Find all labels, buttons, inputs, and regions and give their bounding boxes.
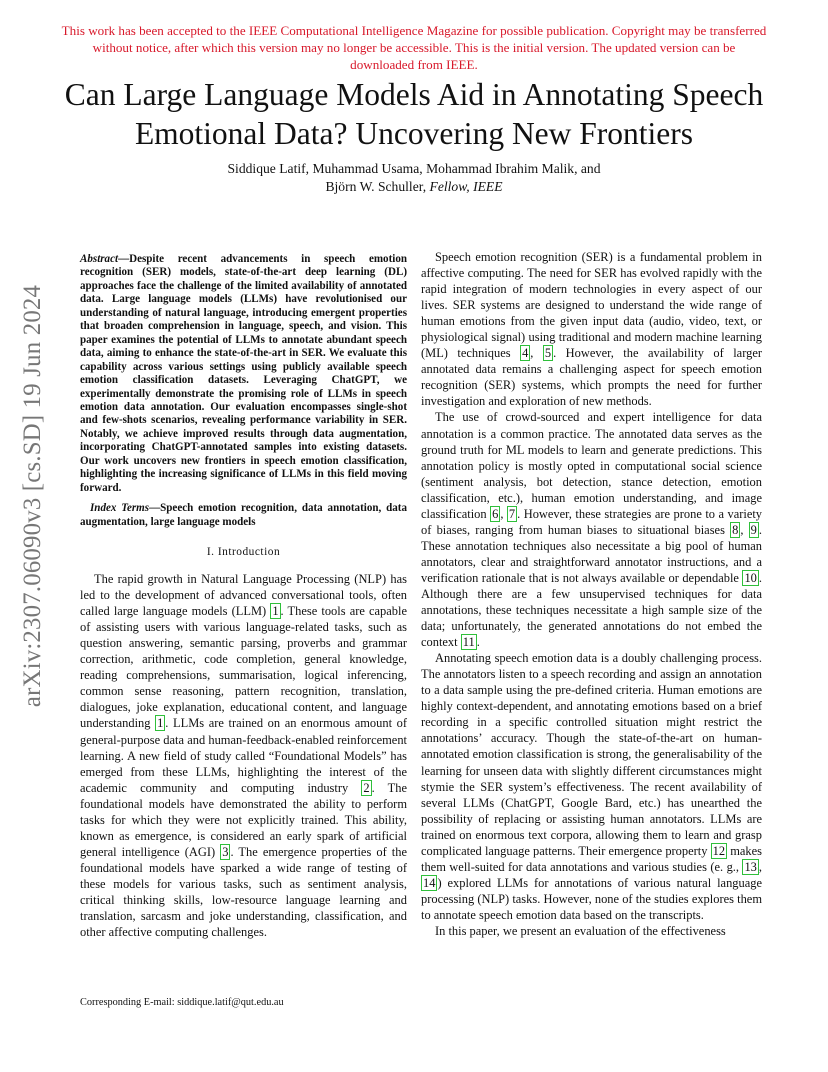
abstract-label: Abstract: [80, 253, 119, 265]
authors-line-1: Siddique Latif, Muhammad Usama, Mohammad Ibrahim Malik, and: [227, 161, 601, 176]
text-run: . However, the availability of larger annotated data remains a challenging aspect for speech emotion recognition (SER) systems, which prompts the need for further investigation and exploration of new methods.: [421, 346, 762, 409]
section-heading-introduction: I. Introduction: [206, 546, 281, 559]
arxiv-identifier: arXiv:2307.06090v3 [cs.SD] 19 Jun 2024: [19, 284, 46, 708]
paper-title: Can Large Language Models Aid in Annotating Speech Emotional Data? Uncovering New Frontiers: [64, 77, 764, 151]
citation-link[interactable]: 14: [423, 875, 436, 890]
text-run: The rapid growth in Natural Language Processing (NLP) has led to the development of advanced conversational tools, often called large language models (LLM): [80, 572, 407, 619]
intro-paragraph-4: [421, 650, 762, 923]
index-terms-text: —Speech emotion recognition, data annotation, data augmentation, large language models: [80, 502, 407, 528]
index-terms: [80, 502, 407, 529]
citation-link[interactable]: 11: [462, 635, 475, 650]
citation-link[interactable]: 2: [363, 780, 370, 795]
citation-link[interactable]: 1: [157, 716, 164, 731]
intro-paragraph-1: [80, 571, 407, 940]
text-run: .: [476, 635, 480, 650]
text-run: The use of crowd-sourced and expert intelligence for data annotation is a common practice. The annotated data serves as the ground truth for ML models to learn and generate predictions. This annotation policy is mostly opted in computational social science (sentiment analysis, bot detection, stance detection, emotion classification, etc.), human emotion understanding, and image classification: [421, 410, 762, 521]
citation-link[interactable]: 10: [744, 570, 757, 585]
text-run: ,: [758, 859, 762, 874]
citation-link[interactable]: 6: [492, 506, 499, 521]
author-list: [60, 160, 768, 196]
corresponding-email: Corresponding E-mail: siddique.latif@qut.edu.au: [80, 997, 284, 1008]
intro-paragraph-5: In this paper, we present an evaluation of the effectiveness: [435, 923, 726, 938]
text-run: . The emergence properties of the foundational models have sparked a wide range of testing of these models for various tasks, such as sentiment analysis, critical thinking skills, low-resource language learning and translation, sarcasm and joke understanding, classification, and other affective computing challenges.: [80, 844, 407, 940]
citation-link[interactable]: 13: [744, 859, 757, 874]
citation-link[interactable]: 8: [732, 522, 739, 537]
text-run: makes them well-suited for data annotations and various studies (e. g.,: [421, 843, 763, 874]
text-run: . These tools are capable of assisting users with various language-related tasks, such as question answering, semantic parsing, proverbs and grammar correction, arithmetic, code completion, general knowledge, reading comprehensions, summarisation, logical inferencing, common sense reasoning, pattern recognition, translation, dialogues, joke explanation, educational content, and language understanding: [80, 604, 407, 731]
text-run: . These annotation techniques also necessitate a big pool of human annotators, clear and straightforward annotator instructions, and a verification rationale that is not always available or dependable: [421, 522, 762, 585]
text-run: . LLMs are trained on an enormous amount of general-purpose data and human-feedback-enabled reinforcement learning. A new field of study called “Foundational Models” has emerged from these LLMs, highlighting the interest of the academic community and computing industry: [80, 716, 407, 795]
publication-notice: This work has been accepted to the IEEE Computational Intelligence Magazine for possible publication. Copyright may be transferred without notice, after which this version may no longer be accessible. This is the initial version. The updated version can be downloaded from IEEE.: [61, 23, 767, 72]
text-run: . The foundational models have demonstrated the ability to perform tasks for which they were not explicitly trained. This ability, known as emergence, is considered an early spark of artificial general intelligence (AGI): [80, 780, 407, 859]
citation-link[interactable]: 12: [712, 843, 726, 858]
text-run: ) explored LLMs for annotations of various natural language processing (NLP) tasks. However, none of the studies explores them to annotate speech emotion data based on the transcripts.: [421, 875, 762, 922]
left-column: [80, 253, 407, 940]
arxiv-sidebar: [6, 236, 60, 756]
citation-link[interactable]: 5: [544, 346, 552, 361]
intro-paragraph-3: [421, 409, 762, 650]
intro-paragraph-2: [421, 249, 762, 409]
text-run: ,: [500, 506, 507, 521]
index-terms-label: Index Terms: [90, 502, 150, 515]
text-run: . However, these strategies are prone to a variety of biases, ranging from human biases to situational biases: [421, 506, 763, 537]
citation-link[interactable]: 3: [222, 844, 229, 859]
citation-link[interactable]: 1: [272, 604, 279, 619]
text-run: ,: [740, 522, 749, 537]
abstract: [80, 253, 407, 495]
abstract-text: —Despite recent advancements in speech emotion recognition (SER) models, state-of-the-art deep learning (DL) approaches face the challenge of the limited availability of annotated data. Large language models (LLMs) have revolutionised our understanding of natural language, introducing emergent properties that broaden comprehension in language, speech, and vision. This paper examines the potential of LLMs to annotate abundant speech data, aiming to enhance the state-of-the-art in SER. We evaluate this capability across various settings using publicly available speech emotion classification datasets. Leveraging ChatGPT, we experimentally demonstrate the promising role of LLMs in speech emotion data annotation. Our evaluation encompasses single-shot and few-shots scenarios, revealing performance variability in SER. Notably, we achieve improved results through data augmentation, incorporating ChatGPT-annotated samples into existing datasets. Our work uncovers new frontiers in speech emotion classification, highlighting the increasing significance of LLMs in this field moving forward.: [80, 253, 407, 494]
text-run: Speech emotion recognition (SER) is a fundamental problem in affective computing. The need for SER has evolved rapidly with the rapid integration of modern technologies in every aspect of our lives. SER systems are designed to understand the wide range of human emotions from the given input data (audio, video, text, or physiological signal) using traditional and modern machine learning (ML) techniques: [421, 250, 762, 361]
citation-link[interactable]: 9: [750, 522, 757, 537]
author-fellowship: Fellow, IEEE: [429, 179, 503, 194]
citation-link[interactable]: 4: [522, 346, 529, 361]
text-run: Annotating speech emotion data is a doubly challenging process. The annotators listen to a speech recording and assign an annotation to a data sample using the pre-defined criteria. Human emotions are highly context-dependent, and annotating emotions based on a brief recording in a specific controlled situation might restrict the annotations’ accuracy. Though the state-of-the-art on human-annotated emotion classification is strong, the generalisability of the learning for unseen data with slightly different circumstances might stymie the SER system’s effectiveness. The recent availability of several LLMs (ChatGPT, Google Bard, etc.) has unearthed the possibility of replacing or assisting human annotators. LLMs are trained on enormous text corpora, allowing them to learn and grasp complicated language patterns. Their emergence property: [421, 651, 762, 858]
citation-link[interactable]: 7: [508, 506, 516, 521]
authors-line-2: Björn W. Schuller,: [325, 179, 430, 194]
text-run: . Although there are a few unsupervised techniques for data annotations, these techniques necessitate a high sample size of the data; unfortunately, the generated annotations do not embed the context: [421, 570, 762, 650]
right-column: [421, 249, 762, 939]
text-run: ,: [530, 346, 543, 361]
